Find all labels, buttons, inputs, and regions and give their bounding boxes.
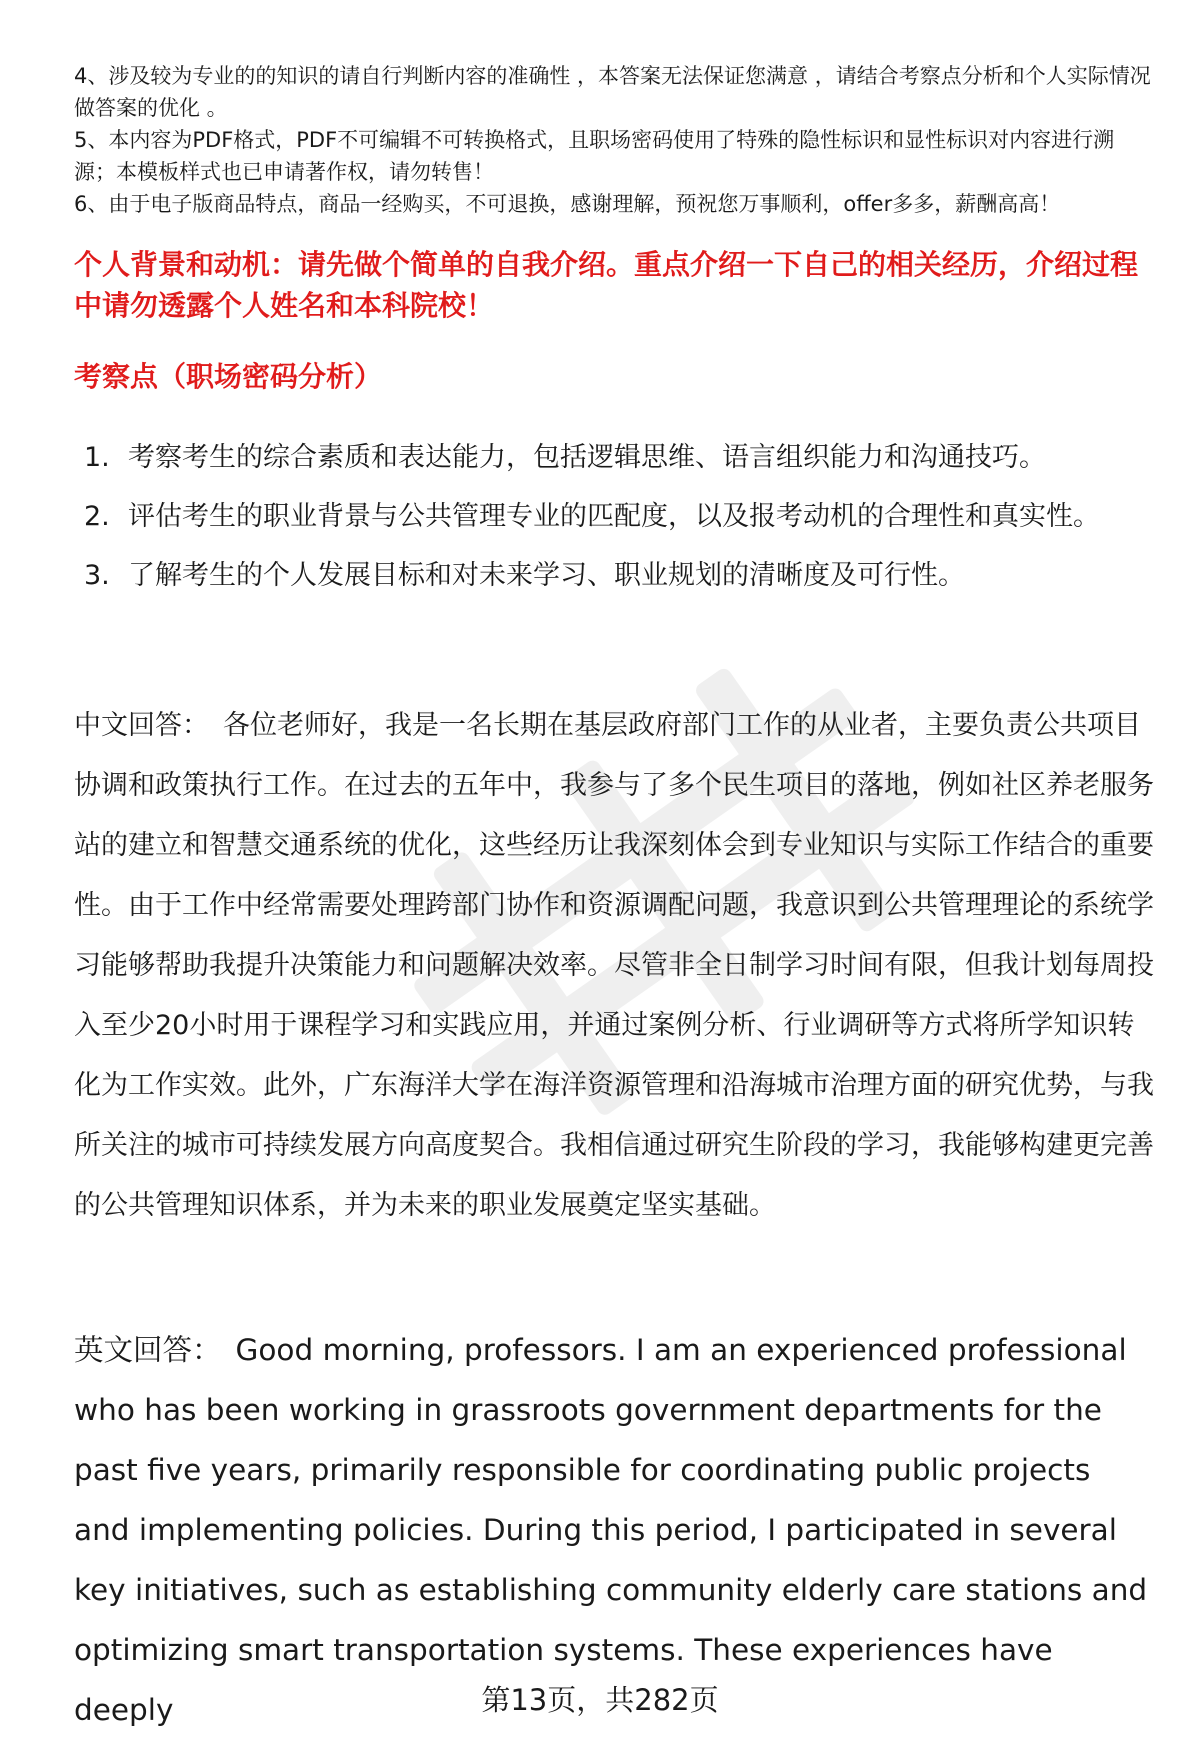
note-item: 4、涉及较为专业的的知识的请自行判断内容的准确性 ，本答案无法保证您满意 ，请结合考察点分析和个人实际情况做答案的优化 。 [74, 64, 1151, 120]
list-item [74, 428, 1154, 487]
page-number: 第13页，共282页 [481, 1683, 719, 1717]
list-number: 2. [84, 501, 110, 532]
answer-english [74, 1320, 1154, 1740]
list-text: 考察考生的综合素质和表达能力，包括逻辑思维、语言组织能力和沟通技巧。 [128, 442, 1046, 473]
answer-text: Good morning, professors. I am an experienced professional who has been working in grassroots government departments for the past five years, primarily responsible for coordinating public projects and implementing policies. During this period, I participated in several key initiatives, such as establishing community elderly care stations and optimizing smart transportation systems. These experiences have deeply [74, 1333, 1148, 1727]
list-number: 1. [84, 442, 110, 473]
list-text: 评估考生的职业背景与公共管理专业的匹配度，以及报考动机的合理性和真实性。 [128, 501, 1100, 532]
note-item: 6、由于电子版商品特点，商品一经购买，不可退换，感谢理解，预祝您万事顺利，offer多多，薪酬高高！ [74, 192, 1061, 216]
answer-label: 英文回答： [74, 1333, 222, 1367]
answer-chinese [74, 696, 1154, 1236]
answer-text: 各位老师好，我是一名长期在基层政府部门工作的从业者，主要负责公共项目协调和政策执行工作。在过去的五年中，我参与了多个民生项目的落地，例如社区养老服务站的建立和智慧交通系统的优化，这些经历让我深刻体会到专业知识与实际工作结合的重要性。由于工作中经常需要处理跨部门协作和资源调配问题，我意识到公共管理理论的系统学习能够帮助我提升决策能力和问题解决效率。尽管非全日制学习时间有限，但我计划每周投入至少20小时用于课程学习和实践应用，并通过案例分析、行业调研等方式将所学知识转化为工作实效。此外，广东海洋大学在海洋资源管理和沿海城市治理方面的研究优势，与我所关注的城市可持续发展方向高度契合。我相信通过研究生阶段的学习，我能够构建更完善的公共管理知识体系，并为未来的职业发展奠定坚实基础。 [74, 710, 1154, 1221]
list-item [74, 487, 1154, 546]
notes-section [74, 60, 1154, 220]
list-item [74, 546, 1154, 605]
question-heading: 个人背景和动机：请先做个简单的自我介绍。重点介绍一下自己的相关经历，介绍过程中请勿透露个人姓名和本科院校！ [74, 248, 1139, 322]
answer-label: 中文回答： [74, 710, 209, 741]
note-item: 5、本内容为PDF格式，PDF不可编辑不可转换格式，且职场密码使用了特殊的隐性标识和显性标识对内容进行溯源；本模板样式也已申请著作权，请勿转售！ [74, 128, 1115, 184]
list-number: 3. [84, 560, 110, 591]
points-list [74, 428, 1154, 605]
points-heading: 考察点（职场密码分析） [74, 360, 383, 393]
list-text: 了解考生的个人发展目标和对未来学习、职业规划的清晰度及可行性。 [128, 560, 965, 591]
